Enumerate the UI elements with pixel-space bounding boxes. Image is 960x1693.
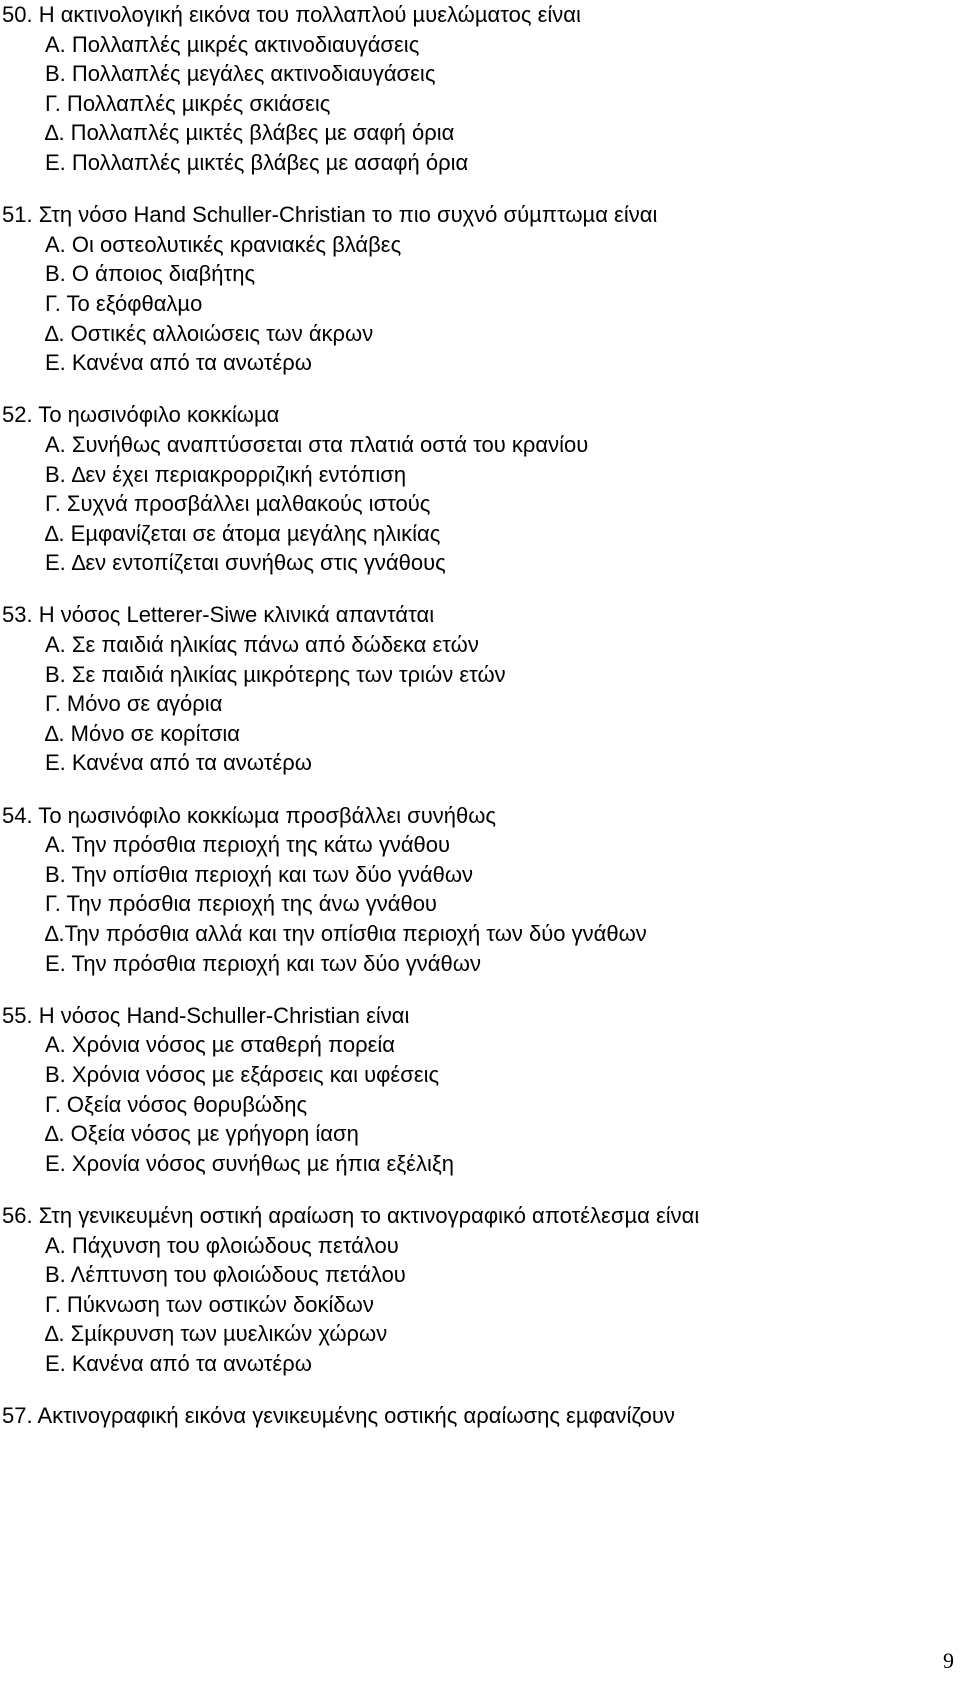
- answer-option-c: Γ. Την πρόσθια περιοχή της άνω γνάθου: [45, 891, 437, 917]
- answer-option-d: ∆. Εµφανίζεται σε άτοµα µεγάλης ηλικίας: [45, 520, 441, 546]
- question-stem: 52. Το ηωσινόφιλο κοκκίωµα: [2, 402, 280, 428]
- answer-option-e: Ε. Χρονία νόσος συνήθως µε ήπια εξέλιξη: [45, 1150, 454, 1176]
- question-stem: 50. Η ακτινολογική εικόνα του πολλαπλού µυελώµατος είναι: [2, 2, 581, 27]
- answer-option-e: Ε. Κανένα από τα ανωτέρω: [45, 1350, 312, 1376]
- answer-option-e: Ε. Κανένα από τα ανωτέρω: [45, 350, 312, 376]
- answer-option-c: Γ. Πύκνωση των οστικών δοκίδων: [45, 1291, 374, 1317]
- question-spacer: [0, 578, 960, 601]
- answer-option-e: Ε. Πολλαπλές µικτές βλάβες µε ασαφή όρια: [45, 149, 469, 175]
- question-spacer: [0, 978, 960, 1001]
- question-spacer: [0, 178, 960, 201]
- question-spacer: [0, 1379, 960, 1402]
- answer-option-d: ∆. Πολλαπλές µικτές βλάβες µε σαφή όρια: [45, 120, 455, 146]
- question-52: [0, 400, 960, 578]
- answer-option-c: Γ. Πολλαπλές µικρές σκιάσεις: [45, 90, 331, 116]
- answer-option-e: Ε. Την πρόσθια περιοχή και των δύο γνάθων: [45, 950, 481, 976]
- answer-option-d: ∆. Σµίκρυνση των µυελικών χώρων: [45, 1321, 388, 1347]
- question-spacer: [0, 778, 960, 801]
- answer-option-c: Γ. Οξεία νόσος θορυβώδης: [45, 1091, 308, 1117]
- question-stem: 51. Στη νόσο Hand Schuller-Christian το πιο συχνό σύµπτωµα είναι: [2, 202, 658, 228]
- question-51: [0, 200, 960, 378]
- answer-option-a: Α. Συνήθως αναπτύσσεται στα πλατιά οστά του κρανίου: [45, 431, 589, 457]
- question-stem: 53. Η νόσος Letterer-Siwe κλινικά απαντάται: [2, 602, 435, 628]
- answer-option-b: Β. ∆εν έχει περιακρορριζική εντόπιση: [45, 461, 407, 487]
- question-50: [0, 0, 960, 178]
- question-57: [0, 1401, 960, 1431]
- question-56: [0, 1201, 960, 1379]
- question-53: [0, 600, 960, 778]
- answer-option-d: ∆. Οξεία νόσος µε γρήγορη ίαση: [45, 1121, 359, 1147]
- answer-option-b: Β. Σε παιδιά ηλικίας µικρότερης των τριών ετών: [45, 661, 506, 687]
- answer-option-b: Β. Την οπίσθια περιοχή και των δύο γνάθων: [45, 861, 474, 887]
- answer-option-a: Α. Χρόνια νόσος µε σταθερή πορεία: [45, 1032, 396, 1058]
- answer-option-a: Α. Πολλαπλές µικρές ακτινοδιαυγάσεις: [45, 31, 420, 57]
- answer-option-b: Β. Λέπτυνση του φλοιώδους πετάλου: [45, 1262, 406, 1288]
- page-number: 9: [943, 1648, 954, 1673]
- answer-option-a: Α. Την πρόσθια περιοχή της κάτω γνάθου: [45, 832, 451, 858]
- question-stem: 55. Η νόσος Hand-Schuller-Christian είναι: [2, 1002, 410, 1028]
- answer-option-c: Γ. Συχνά προσβάλλει µαλθακούς ιστούς: [45, 491, 431, 517]
- question-stem: 54. Το ηωσινόφιλο κοκκίωµα προσβάλλει συνήθως: [2, 802, 497, 828]
- answer-option-d: ∆.Την πρόσθια αλλά και την οπίσθια περιοχή των δύο γνάθων: [45, 921, 647, 946]
- answer-option-d: ∆. Οστικές αλλοιώσεις των άκρων: [45, 320, 374, 346]
- answer-option-b: Β. Πολλαπλές µεγάλες ακτινοδιαυγάσεις: [45, 61, 436, 87]
- answer-option-b: Β. Χρόνια νόσος µε εξάρσεις και υφέσεις: [45, 1061, 440, 1087]
- question-54: [0, 801, 960, 979]
- question-spacer: [0, 1178, 960, 1201]
- question-stem: 57. Ακτινογραφική εικόνα γενικευµένης οστικής αραίωσης εµφανίζουν: [2, 1403, 675, 1429]
- answer-option-b: Β. Ο άποιος διαβήτης: [45, 261, 256, 287]
- question-55: [0, 1001, 960, 1179]
- answer-option-e: Ε. Κανένα από τα ανωτέρω: [45, 750, 312, 776]
- answer-option-a: Α. Οι οστεολυτικές κρανιακές βλάβες: [45, 231, 402, 257]
- answer-option-a: Α. Σε παιδιά ηλικίας πάνω από δώδεκα ετών: [45, 632, 479, 658]
- question-stem: 56. Στη γενικευµένη οστική αραίωση το ακτινογραφικό αποτέλεσµα είναι: [2, 1202, 700, 1228]
- answer-option-a: Α. Πάχυνση του φλοιώδους πετάλου: [45, 1232, 399, 1258]
- answer-option-d: ∆. Μόνο σε κορίτσια: [45, 720, 241, 746]
- answer-option-e: Ε. ∆εν εντοπίζεται συνήθως στις γνάθους: [45, 550, 446, 576]
- answer-option-c: Γ. Μόνο σε αγόρια: [45, 691, 223, 717]
- answer-option-c: Γ. Το εξόφθαλµο: [45, 290, 203, 316]
- question-spacer: [0, 378, 960, 401]
